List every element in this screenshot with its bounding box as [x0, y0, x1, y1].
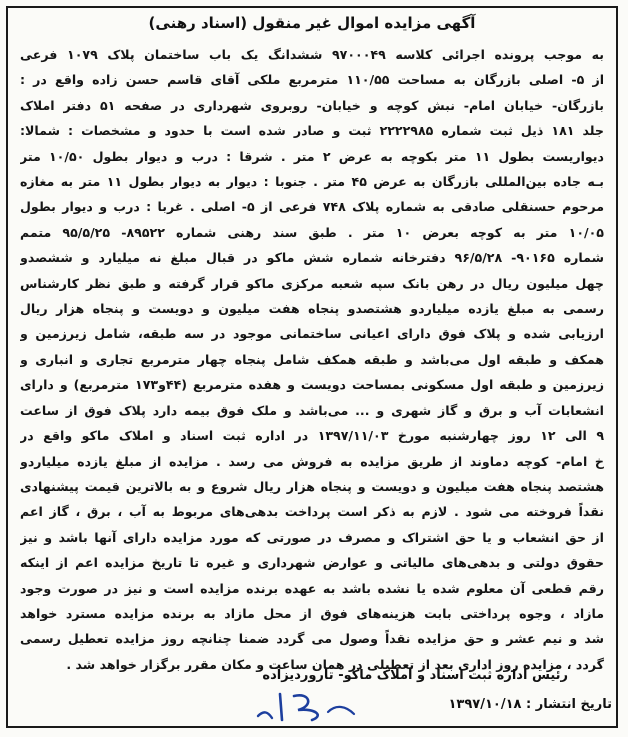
notice-body: [20, 42, 604, 677]
body-line: ۱۰/۰۵ متر به کوچه بعرض ۱۰ متر . طبق سند رهنی شماره ۸۹۵۲۲- ۹۵/۵/۲۵ متمم: [20, 224, 604, 240]
body-line: رقم قطعی آن معلوم شده یا نشده باشد به عهده برنده مزایده است و نیز در صورت وجود: [20, 580, 604, 596]
body-line: همکف و طبقه اول می‌باشد و طبقه همکف شامل پنجاه چهار مترمربع تجاری و انباری و: [20, 351, 604, 367]
publish-date: تاریخ انتشار : ۱۳۹۷/۱۰/۱۸: [448, 697, 612, 712]
body-line: حقوق دولتی و بدهی‌های مالیاتی و عوارض شهرداری و غیره تا تاریخ مزایده اعم از اینکه: [20, 555, 604, 571]
body-line: از ۵- اصلی بازرگان به مساحت ۱۱۰/۵۵ مترمربع ملکی آقای قاسم حسن زاده واقع در :: [20, 72, 604, 88]
body-line: نقداً فروخته می شود . لازم به ذکر است پرداخت بدهی‌های مربوط به آب ، برق ، گاز اعم: [20, 504, 604, 520]
body-line: مرحوم حسنقلی صادقی به شماره پلاک ۷۴۸ فرعی از ۵- اصلی . غربا : درب و دیوار بطول: [20, 199, 604, 215]
signatory: رئیس اداره ثبت اسناد و املاک ماکو- تاروردیزاده: [262, 668, 568, 683]
body-line: زیرزمین و طبقه اول مسکونی بمساحت دویست و هفده مترمربع (۴۴و۱۷۳ مترمربع) و دارای: [20, 377, 604, 393]
body-line: ارزیابی شده و پلاک فوق دارای اعیانی ساختمانی موجود در سه طبقه، شامل زیرزمین و: [20, 326, 604, 342]
body-line: ۹ الی ۱۲ روز چهارشنبه مورخ ۱۳۹۷/۱۱/۰۳ در اداره ثبت اسناد و املاک ماکو واقع در: [20, 428, 604, 444]
body-line: رسمی به مبلغ یازده میلیاردو هشتصدو پنجاه هفت میلیون و دویست و پنجاه هزار ریال: [20, 301, 604, 317]
body-line: شد و نیم عشر و حق مزایده نقداً وصول می گردد ضمنا چنانچه روز مزایده تعطیل رسمی: [20, 631, 604, 647]
body-line: جلد ۱۸۱ ذیل ثبت شماره ۲۲۲۲۹۸۵ ثبت و صادر شده است با حدود و مشخصات : شمالا:: [20, 123, 604, 139]
body-line: دیواریست بطول ۱۱ متر بکوچه به عرض ۲ متر . شرقا : درب و دیوار بطول ۱۰/۵۰ متر: [20, 148, 604, 164]
body-line: از حق انشعاب و یا حق اشتراک و مصرف در صورتی که مورد مزایده دارای آنها باشد و نیز: [20, 529, 604, 545]
body-line: بـه جاده بین‌المللی بازرگان به عرض ۴۵ متر . جنوبا : دیوار به دیوار بطول ۱۱ متر به مغازه: [20, 174, 604, 190]
body-line: به موجب پرونده اجرائی کلاسه ۹۷۰۰۰۴۹ ششدانگ یک باب ساختمان پلاک ۱۰۷۹ فرعی: [20, 47, 604, 62]
handwritten-mark: [250, 686, 370, 726]
body-line: شماره ۹۰۱۶۵- ۹۶/۵/۲۸ دفترخانه شماره شش ماکو در قبال مبلغ نه میلیارد و ششصدو: [20, 250, 604, 266]
body-line: انشعابات آب و برق و گاز شهری و ... می‌باشد و ملک فوق بیمه دارد پلاک فوق از ساعت: [20, 402, 604, 418]
notice-border: [6, 6, 618, 728]
body-line: چهل میلیون ریال در رهن بانک سپه شعبه مرکزی ماکو قرار گرفته و طبق نظر کارشناس: [20, 275, 604, 291]
notice-title: آگهی مزایده اموال غیر منقول (اسناد رهنی): [148, 14, 476, 32]
body-line: خ امام- کوچه دماوند از طریق مزایده به فروش می رسد . مزایده از مبلغ یازده میلیاردو: [20, 453, 604, 469]
body-line: مازاد ، وجوه پرداختی بابت هزینه‌های فوق از محل مازاد به برنده مزایده مسترد خواهد: [20, 605, 604, 621]
body-line: گردد ، مزایده روز اداری بعد از تعطیلی در همان ساعت و مکان مقرر برگزار خواهد شد .: [66, 656, 604, 672]
body-line: بازرگان- خیابان امام- نبش کوچه و خیابان- روبروی شهرداری در صفحه ۵۱ دفتر املاک: [20, 97, 604, 113]
body-line: هشتصد پنجاه هفت میلیون و دویست و پنجاه هزار ریال شروع و به بالاترین قیمت پیشنهادی: [20, 478, 604, 494]
